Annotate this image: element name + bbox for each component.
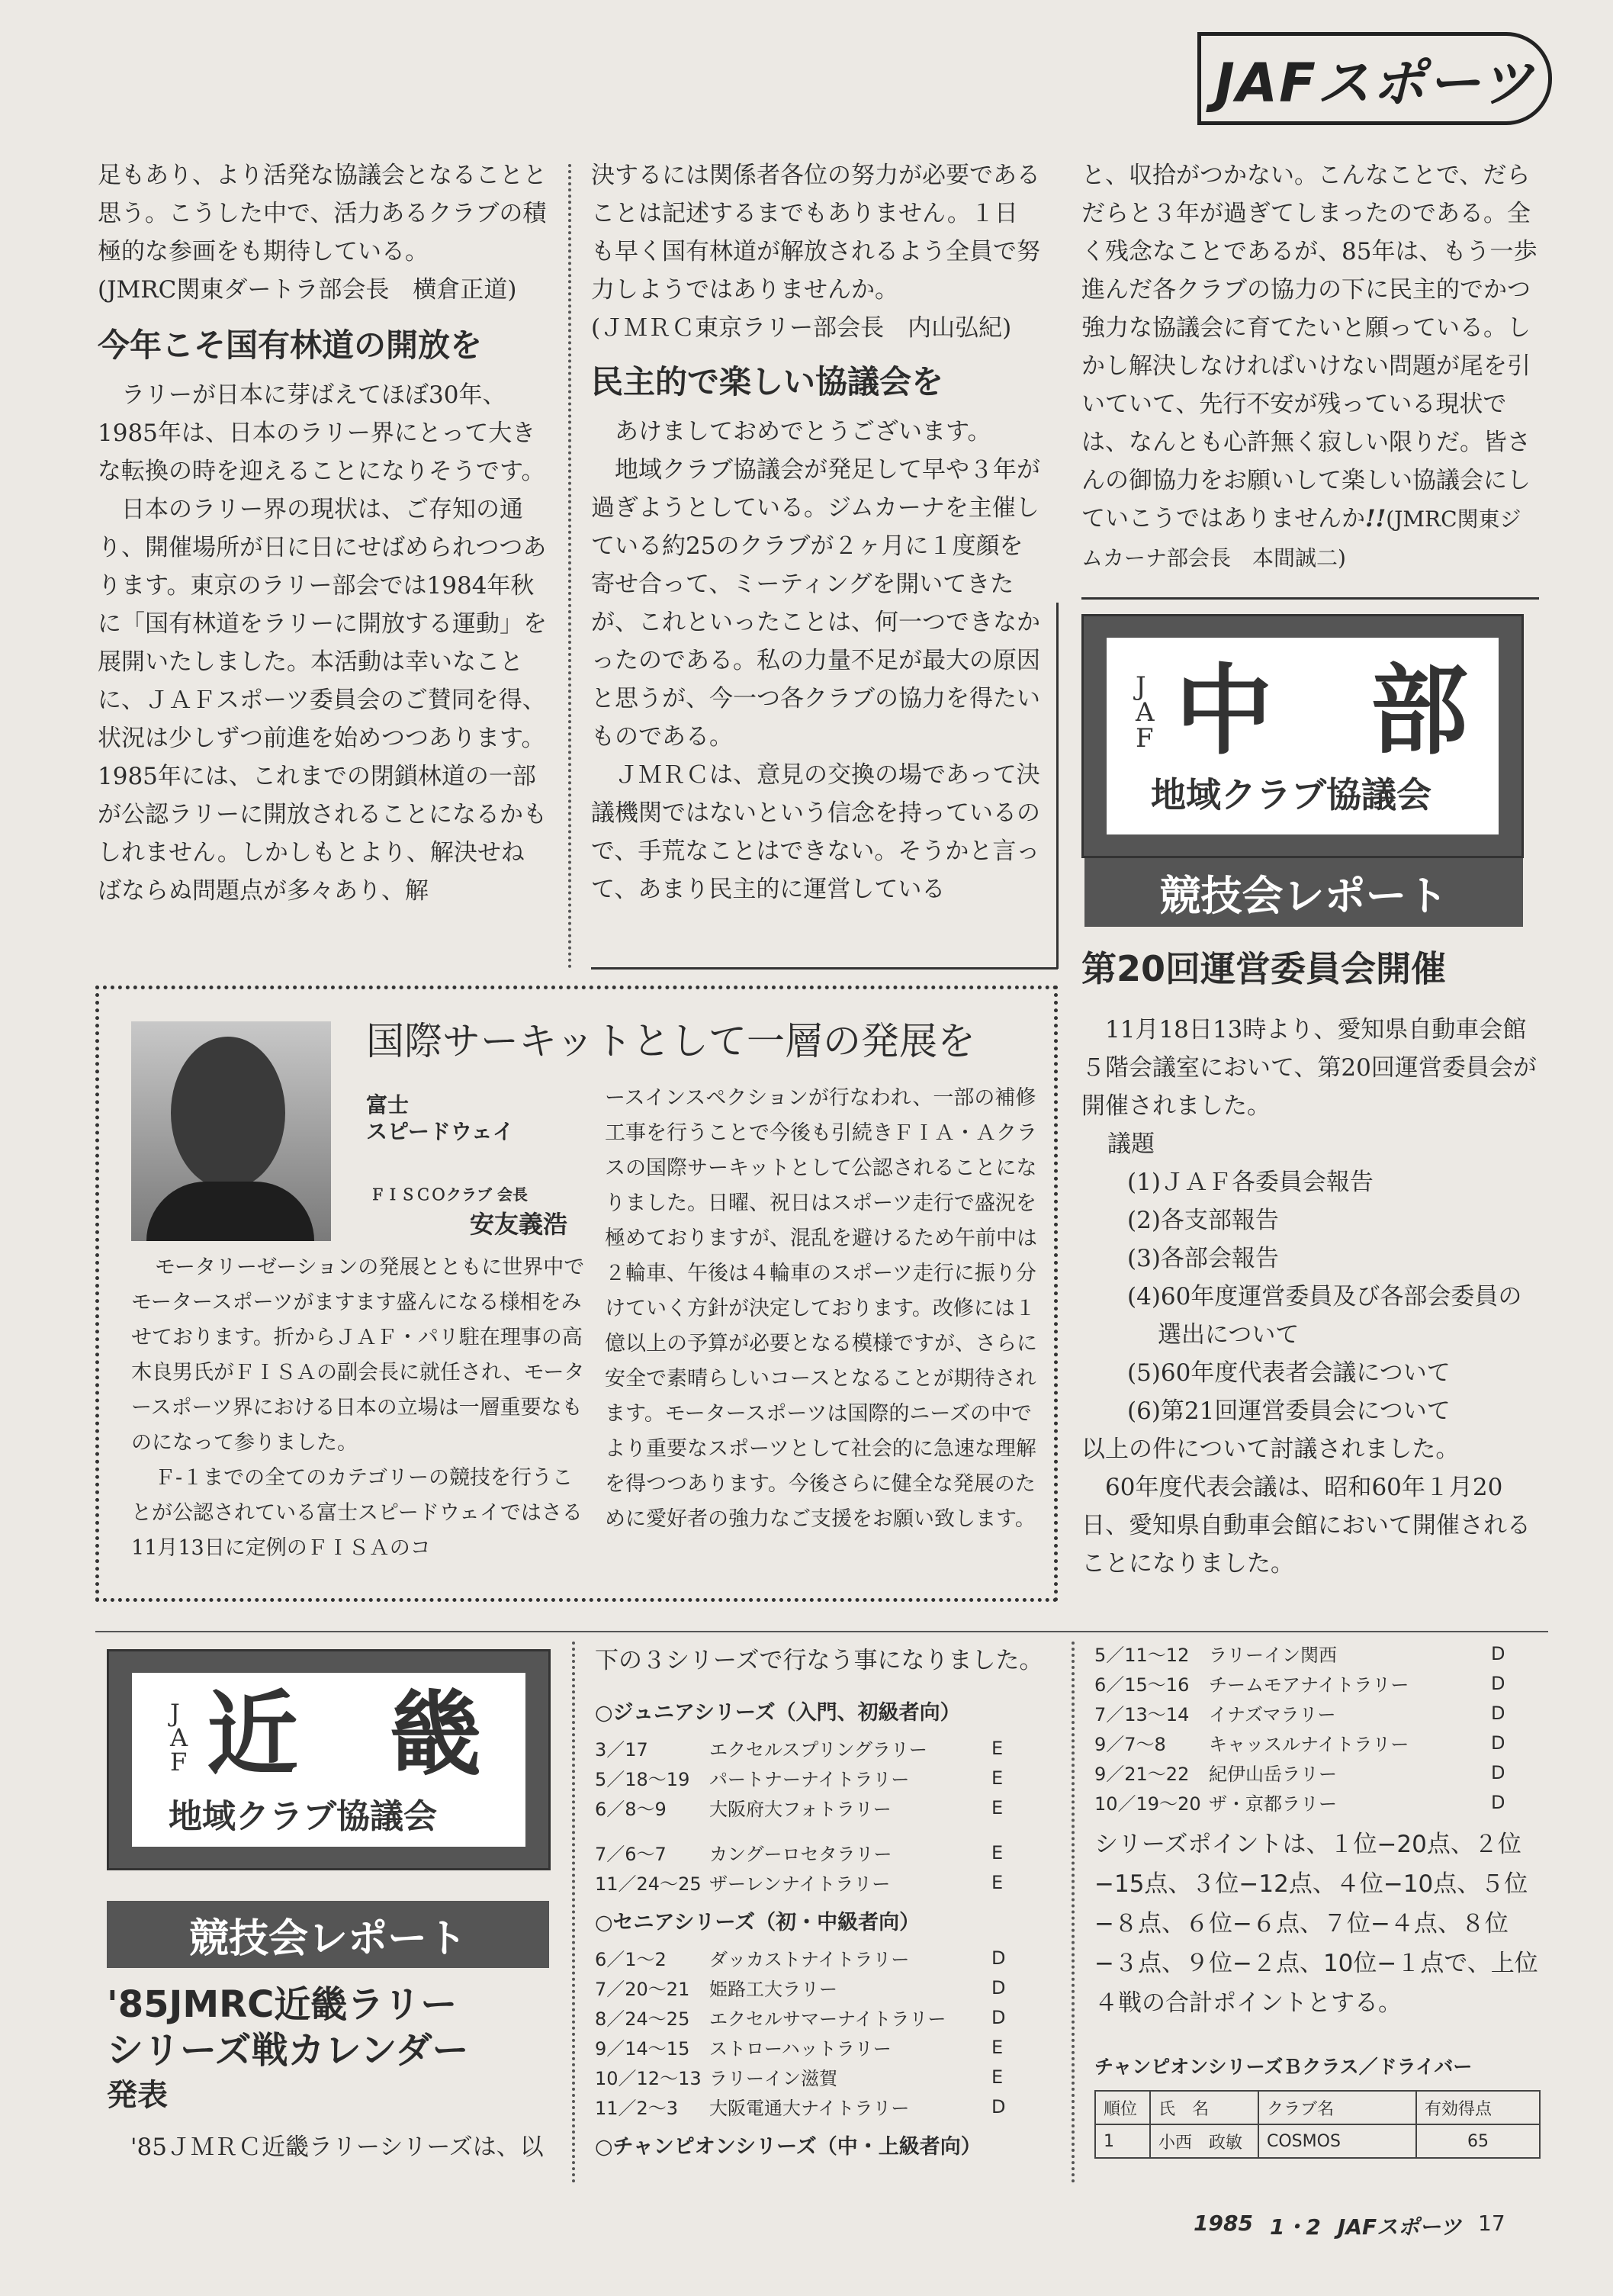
kinki-heading-3: 発表: [107, 2078, 168, 2113]
page-number: 17: [1478, 2211, 1505, 2236]
column-2: [591, 156, 1041, 908]
chubu-title: 中 部: [1175, 654, 1469, 768]
champion-row: 5／11～12 ラリーイン関西 D: [1094, 1642, 1505, 1666]
fisco-paragraph-3: ースインスペクションが行なわれ、一部の補修工事を行うことで今後も引続きＦＩＡ・Ａクラスの国際サーキットとして公認されることになりました。日曜、祝日はスポーツ走行で盛況を極めておりますが、混乱を避けるため午前中は２輪車、午後は４輪車のスポーツ走行に振り分けていく方針が決定しております。改修には１億以上の予算が必要となる模様ですが、さらに安全で素晴らしいコースとなることが期待されます。モータースポーツは国際的ニーズの中でより重要なスポーツとして社会的に急速な理解を得つつあります。今後さらに健全な発展のために愛好者の強力なご支援をお願い致します。: [605, 1086, 1037, 1531]
chubu-agenda-2: (2)各支部報告: [1127, 1207, 1279, 1234]
kinki-paragraph-1: '85ＪＭＲＣ近畿ラリーシリーズは、以: [130, 2134, 544, 2161]
chubu-club-box: [1081, 614, 1524, 858]
kinki-paragraph-2: 下の３シリーズで行なう事になりました。: [595, 1647, 1043, 1674]
portrait-photo: [131, 1021, 331, 1241]
column-2-rule-right: [1056, 603, 1059, 969]
chubu-jaf: J A F: [1136, 671, 1155, 754]
chubu-paragraph-2: 以上の件について討議されました。: [1081, 1436, 1460, 1463]
column-3: [1081, 156, 1539, 577]
fisco-col-left: [131, 1250, 589, 1566]
col3-mark: !!: [1365, 505, 1386, 532]
senior-row: 7／20～21 姫路工大ラリー D: [595, 1976, 1006, 2000]
kinki-points: シリーズポイントは、１位−20点、２位−15点、３位−12点、４位−10点、５位−８点、６位−６点、７位−４点、８位−３点、９位−２点、10位−１点で、上位４戦の合計ポイントとする。: [1094, 1831, 1538, 2017]
table-header-row: 順位 氏 名 クラブ名 有効得点: [1095, 2091, 1540, 2124]
footer-magazine: JAFスポーツ: [1337, 2214, 1462, 2240]
kinki-title: 近 畿: [207, 1682, 481, 1788]
table-row: 1 小西 政敏 COSMOS 65: [1095, 2124, 1540, 2158]
chubu-agenda-4: (4)60年度運営委員及び各部会委員の: [1127, 1283, 1522, 1310]
column-1: [98, 156, 548, 910]
fisco-company-2: スピードウェイ: [366, 1119, 514, 1144]
chubu-agenda-3: (3)各部会報告: [1127, 1245, 1279, 1272]
champion-row: 9／21～22 紀伊山岳ラリー D: [1094, 1761, 1505, 1785]
junior-row: 11／24～25 ザーレンナイトラリー E: [595, 1871, 1004, 1895]
column-divider-1: [568, 164, 571, 969]
champion-row: 7／13～14 イナズマラリー D: [1094, 1702, 1505, 1725]
chubu-report-band: 競技会レポート: [1084, 858, 1523, 927]
fisco-col-right: [605, 1081, 1043, 1537]
chubu-paragraph-3: 60年度代表会議は、昭和60年１月20日、愛知県自動車会館において開催されることになりました。: [1081, 1474, 1531, 1577]
senior-row: 6／1～2 ダッカストナイトラリー D: [595, 1947, 1006, 1970]
col2-paragraph-0: 決するには関係者各位の努力が必要であることは記述するまでもありません。１日も早く国有林道が解放されるよう全員で努力しようではありませんか。: [591, 162, 1040, 304]
fisco-name: 安友義浩: [470, 1210, 568, 1239]
kinki-article: [107, 1982, 564, 2166]
chubu-agenda-1: (1)ＪＡＦ各委員会報告: [1127, 1169, 1374, 1196]
senior-row: 9／14～15 ストローハットラリー E: [595, 2036, 1004, 2060]
kinki-subtitle: 地域クラブ協議会: [169, 1797, 437, 1836]
junior-row: 5／18～19 パートナーナイトラリー E: [595, 1767, 1004, 1790]
senior-row: 8／24～25 エクセルサマーナイトラリー D: [595, 2006, 1006, 2030]
section-rule: [95, 1631, 1548, 1632]
col1-paragraph-1: ラリーが日本に芽ばえてほぼ30年、1985年は、日本のラリー界にとって大きな転換の時を迎えることになりそうです。: [98, 381, 545, 485]
col1-signature: (JMRC関東ダートラ部会長 横倉正道): [98, 276, 517, 304]
kinki-heading-1: '85JMRC近畿ラリー: [107, 1983, 458, 2026]
junior-row: 6／8～9 大阪府大フォトラリー E: [595, 1796, 1004, 1820]
column-3-rule: [1081, 597, 1539, 600]
champion-row: 6／15～16 チームモアナイトラリー D: [1094, 1672, 1505, 1696]
col1-paragraph-2: 日本のラリー界の現状は、ご存知の通り、開催場所が日に日にせばめられつつあります。東京のラリー部会では1984年秋に「国有林道をラリーに開放する運動」を展開いたしました。本活動は幸いなことに、ＪＡＦスポーツ委員会のご賛同を得、状況は少しずつ前進を始めつつあります。1985年には、これまでの閉鎖林道の一部が公認ラリーに開放されることになるかもしれません。しかしもとより、解決せねばならぬ問題点が多々あり、解: [98, 496, 547, 905]
column-2-rule: [591, 967, 1058, 970]
fisco-paragraph-2: Ｆ-１までの全てのカテゴリーの競技を行うことが公認されている富士スピードウェイではさる11月13日に定例のＦＩＳＡのコ: [131, 1466, 583, 1560]
junior-row: 7／6～7 カングーロセタラリー E: [595, 1841, 1004, 1865]
senior-title: ○セニアシリーズ（初・中級者向）: [595, 1910, 921, 1934]
junior-row: 3／17 エクセルスプリングラリー E: [595, 1737, 1004, 1761]
col2-paragraph-1: あけましておめでとうございます。: [615, 418, 991, 445]
kinki-club-box: [107, 1649, 551, 1870]
senior-row: 11／2～3 大阪電通大ナイトラリー D: [595, 2095, 1006, 2119]
magazine-logo: JAFスポーツ: [1197, 32, 1552, 125]
senior-row: 10／12～13 ラリーイン滋賀 E: [595, 2066, 1004, 2089]
chubu-article: [1081, 942, 1539, 1583]
kinki-divider-2: [1072, 1642, 1075, 2183]
results-table-title: チャンピオンシリーズＢクラス／ドライバー: [1094, 2056, 1473, 2078]
col2-paragraph-2: 地域クラブ協議会が発足して早や３年が過ぎようとしている。ジムカーナを主催している約25のクラブが２ヶ月に１度顔を寄せ合って、ミーティングを開いてきたが、これといったことは、何一つできなかったのである。私の力量不足が最大の原因と思うが、今一つ各クラブの協力を得たいものである。: [591, 456, 1040, 751]
col2-heading: 民主的で楽しい協議会を: [591, 363, 944, 400]
fisco-role: ＦＩＳＣＯクラブ 会長: [370, 1185, 528, 1204]
chubu-agenda-title: 議題: [1107, 1130, 1155, 1158]
chubu-subtitle: 地域クラブ協議会: [1151, 774, 1431, 815]
fisco-title: 国際サーキットとして一層の発展を: [366, 1019, 975, 1063]
chubu-agenda-4b: 選出について: [1158, 1321, 1300, 1349]
fisco-paragraph-1: モータリーゼーションの発展とともに世界中でモータースポーツがますます盛んになる様相をみせております。折からＪＡＦ・パリ駐在理事の高木良男氏がＦＩＳＡの副会長に就任され、モータースポーツ界における日本の立場は一層重要なものになって参りました。: [131, 1256, 585, 1455]
chubu-agenda-5: (5)60年度代表者会議について: [1127, 1359, 1451, 1387]
kinki-report-band: 競技会レポート: [107, 1901, 549, 1968]
col3-paragraph-0: と、収拾がつかない。こんなことで、だらだらと３年が過ぎてしまったのである。全く残念なことであるが、85年は、もう一歩進んだ各クラブの協力の下に民主的でかつ強力な協議会に育てたいと願っている。しかし解決しなければいけない問題が尾を引いていて、先行不安が残っている現状では、なんとも心許無く寂しい限りだ。皆さんの御協力をお願いして楽しい協議会にしていこうではありませんか!!(JMRC関東ジムカーナ部会長 本間誠二): [1081, 162, 1537, 571]
fisco-box: [95, 986, 1058, 1602]
kinki-divider-1: [572, 1642, 575, 2183]
chubu-paragraph-1: 11月18日13時より、愛知県自動車会館５階会議室において、第20回運営委員会が開催されました。: [1081, 1016, 1537, 1120]
footer: [1194, 2211, 1505, 2241]
kinki-schedule-mid: [595, 1642, 1060, 2167]
champion-title: ○チャンピオンシリーズ（中・上級者向）: [595, 2134, 982, 2159]
kinki-heading-2: シリーズ戦カレンダー: [107, 2029, 469, 2072]
chubu-agenda-6: (6)第21回運営委員会について: [1127, 1397, 1451, 1425]
champion-row: 10／19～20 ザ・京都ラリー D: [1094, 1791, 1505, 1815]
junior-title: ○ジュニアシリーズ（入門、初級者向）: [595, 1700, 961, 1725]
fisco-company-1: 富士: [366, 1092, 410, 1117]
col2-paragraph-3: ＪＭＲＣは、意見の交換の場であって決議機関ではないという信念を持っているので、手荒なことはできない。そうかと言って、あまり民主的に運営している: [591, 761, 1040, 903]
footer-year: 1985: [1194, 2211, 1253, 2236]
chubu-heading: 第20回運営委員会開催: [1081, 948, 1447, 989]
col2-signature: (ＪＭＲＣ東京ラリー部会長 内山弘紀): [591, 314, 1012, 342]
kinki-jaf: J A F: [170, 1699, 188, 1777]
champion-row: 9／7～8 キャッスルナイトラリー D: [1094, 1732, 1505, 1755]
col1-heading: 今年こそ国有林道の開放を: [98, 326, 483, 364]
footer-issue: 1・2: [1269, 2214, 1321, 2240]
col1-paragraph-0: 足もあり、より活発な協議会となることと思う。こうした中で、活力あるクラブの積極的な参画をも期待している。: [98, 162, 547, 265]
results-table: [1094, 2090, 1541, 2159]
kinki-schedule-right: [1094, 1638, 1544, 2159]
